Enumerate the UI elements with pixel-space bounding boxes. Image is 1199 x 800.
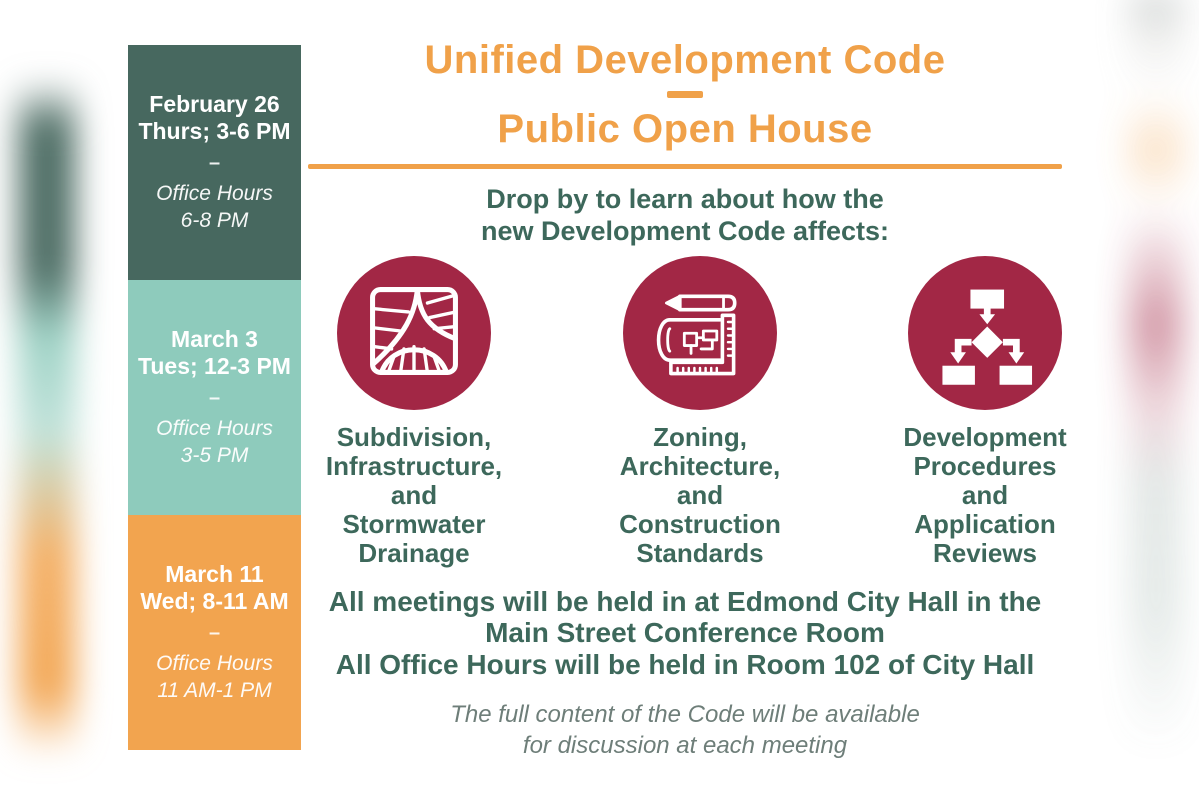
page-title-line2: Public Open House [497,107,873,151]
edge-blur-right [1129,0,1183,782]
office-hours-time: 3-5 PM [180,443,249,467]
feature-circle [908,256,1062,410]
meeting-info [248,586,1122,680]
page-header [308,38,1062,169]
schedule-date: March 11 [165,561,264,588]
feature-label-line: Reviews [932,538,1038,569]
feature-label-line: Architecture, [619,451,781,482]
footer-note-line2: for discussion at each meeting [522,732,848,760]
feature-subdivision [269,256,559,569]
office-hours-time: 6-8 PM [180,208,249,232]
meeting-info-line1: All meetings will be held in at Edmond City Hall in the [328,586,1042,617]
schedule-time: Tues; 12-3 PM [138,353,291,380]
subdivision-map-icon [358,275,470,392]
schedule-block-february-26 [128,45,301,280]
schedule-date: March 3 [171,326,258,353]
schedule-date: February 26 [149,91,280,118]
schedule-separator: – [208,152,221,175]
feature-label [269,423,559,569]
feature-label [840,423,1130,569]
feature-procedures [840,256,1130,569]
schedule-separator: – [208,622,221,645]
feature-label-line: and [676,480,724,511]
intro-line2: new Development Code affects: [480,216,890,247]
feature-label-line: Development [903,422,1067,452]
feature-label-line: Infrastructure, [325,451,503,482]
meeting-info-line3: All Office Hours will be held in Room 102 of City Hall [335,648,1035,680]
intro-line1: Drop by to learn about how the [486,184,884,214]
office-hours-label: Office Hours [156,417,273,441]
feature-label-line: Zoning, [653,422,747,452]
edge-blur-left [18,80,76,756]
feature-zoning [555,256,845,569]
feature-label-line: Procedures [913,451,1057,482]
flowchart-icon [929,275,1041,392]
blueprint-pencil-ruler-icon [644,275,756,392]
schedule-separator: – [208,387,221,410]
feature-label-line: Drainage [358,538,470,569]
feature-label-line: and [390,480,438,511]
feature-label-line: and [961,480,1009,511]
page-title-line1: Unified Development Code [424,38,946,82]
intro-text [308,183,1062,248]
title-underline-rule [308,164,1062,169]
feature-label-line: Construction [619,509,781,540]
office-hours-label: Office Hours [156,182,273,206]
title-separator-dash [667,91,703,98]
office-hours-label: Office Hours [156,652,273,676]
schedule-time: Wed; 8-11 AM [140,588,289,615]
feature-label-line: Stormwater [342,509,486,540]
office-hours-time: 11 AM-1 PM [157,678,272,702]
feature-label-line: Subdivision, [336,422,492,452]
feature-label-line: Standards [636,538,764,569]
feature-label [555,423,845,569]
footer-note-line1: The full content of the Code will be available [450,701,920,728]
feature-circle [623,256,777,410]
meeting-info-line2: Main Street Conference Room [485,617,885,649]
feature-circle [337,256,491,410]
footer-note [248,699,1122,761]
schedule-time: Thurs; 3-6 PM [138,118,291,145]
feature-label-line: Application [914,509,1056,540]
